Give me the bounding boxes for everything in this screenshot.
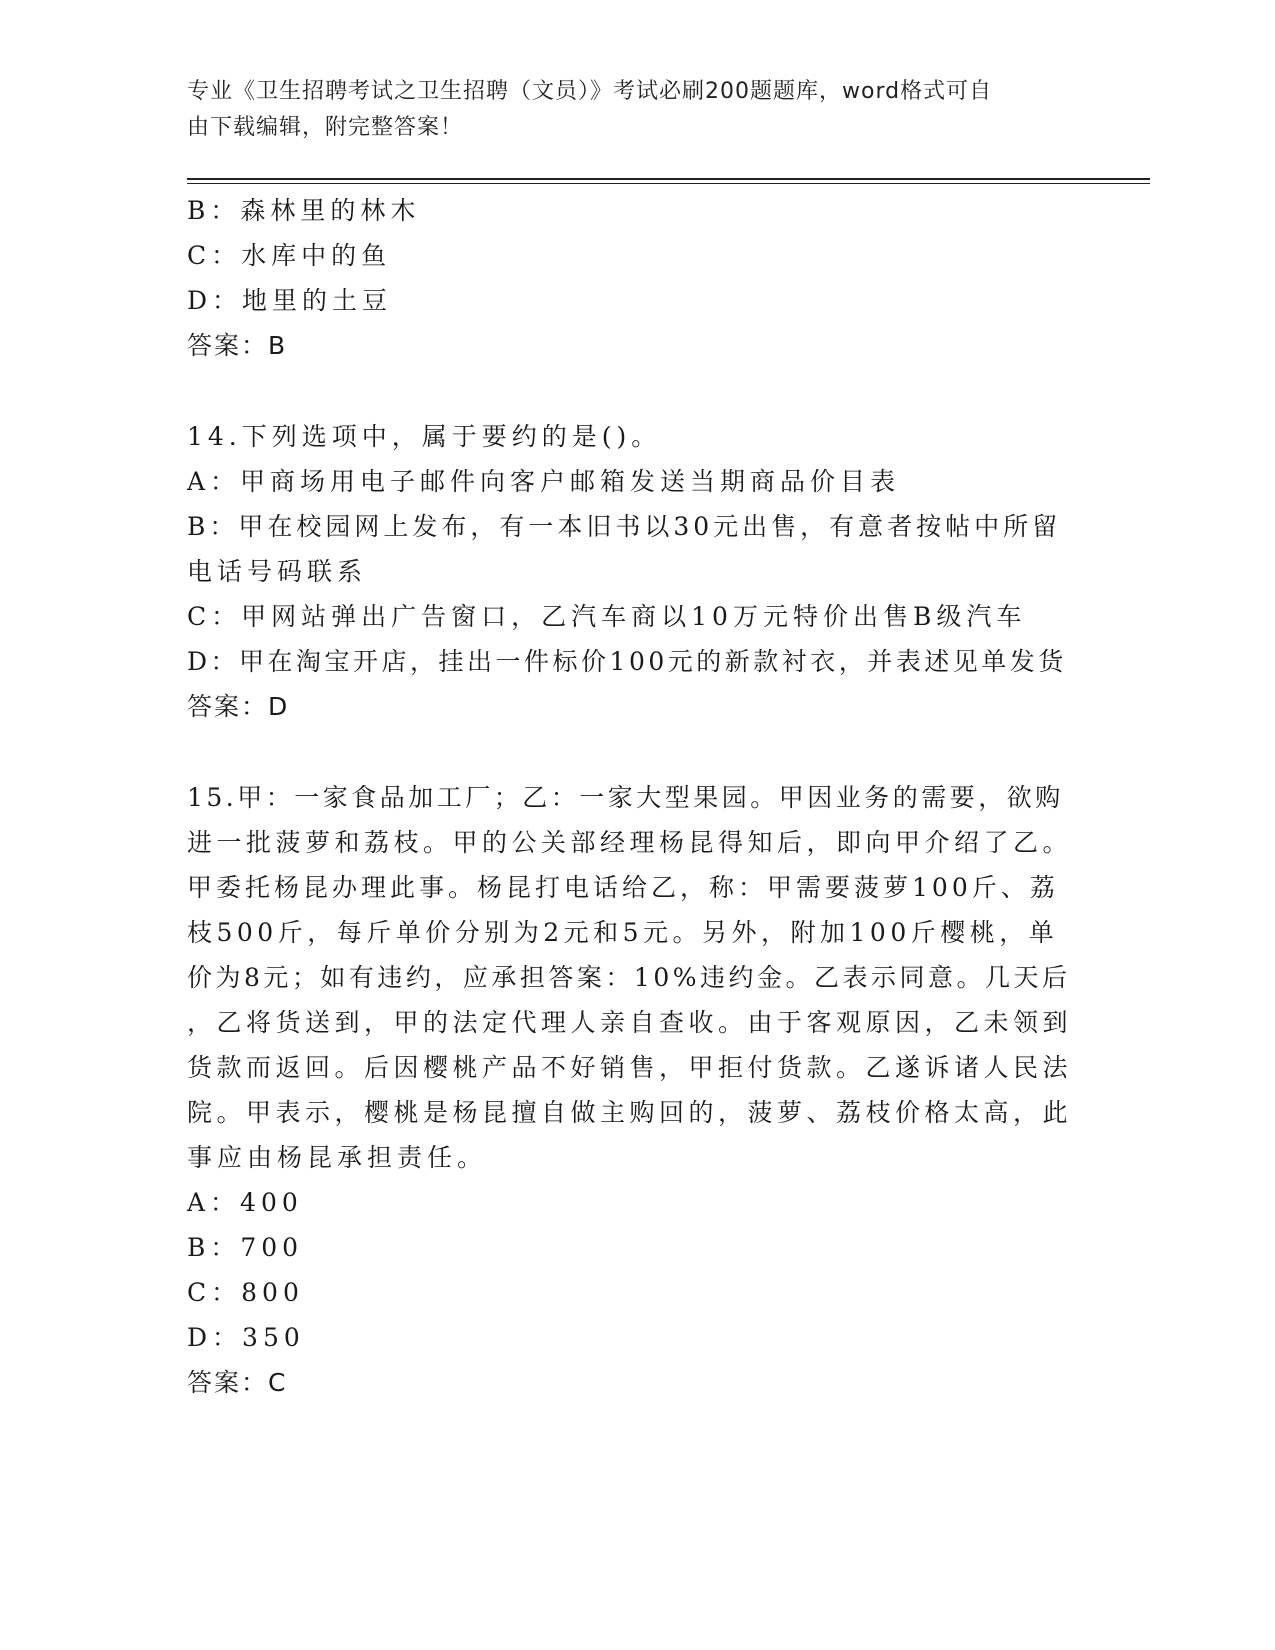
option-c: C：甲网站弹出广告窗口，乙汽车商以10万元特价出售B级汽车 bbox=[187, 602, 1027, 631]
question-text-line: 院。甲表示，樱桃是杨昆擅自做主购回的，菠萝、荔枝价格太高，此 bbox=[187, 1098, 1073, 1127]
document-header bbox=[187, 74, 1067, 146]
spacer bbox=[187, 729, 1072, 775]
option-d: D：350 bbox=[187, 1323, 305, 1352]
answer-line: 答案：D bbox=[187, 692, 290, 721]
question-14 bbox=[187, 414, 1072, 729]
header-divider-thick bbox=[187, 178, 1150, 180]
header-line-2: 由下载编辑，附完整答案！ bbox=[187, 115, 464, 140]
question-13 bbox=[187, 188, 1072, 368]
header-line-1: 专业《卫生招聘考试之卫生招聘（文员）》考试必刷200题题库，word格式可自 bbox=[187, 79, 993, 104]
option-c: C：水库中的鱼 bbox=[187, 241, 392, 270]
question-text-line: 货款而返回。后因樱桃产品不好销售，甲拒付货款。乙遂诉诸人民法 bbox=[187, 1053, 1073, 1082]
question-text-line: ，乙将货送到，甲的法定代理人亲自查收。由于客观原因，乙未领到 bbox=[187, 1008, 1073, 1037]
question-text-line: 进一批菠萝和荔枝。甲的公关部经理杨昆得知后，即向甲介绍了乙。 bbox=[187, 828, 1073, 857]
option-a: A：400 bbox=[187, 1188, 303, 1217]
question-15 bbox=[187, 775, 1072, 1405]
question-text: 14.下列选项中，属于要约的是()。 bbox=[187, 422, 662, 451]
option-b-continued: 电话号码联系 bbox=[187, 557, 368, 586]
question-text-line: 枝500斤，每斤单价分别为2元和5元。另外，附加100斤樱桃，单 bbox=[187, 918, 1059, 947]
option-c: C：800 bbox=[187, 1278, 304, 1307]
question-text-line: 价为8元；如有违约，应承担答案：10%违约金。乙表示同意。几天后 bbox=[187, 963, 1071, 992]
option-d: D：甲在淘宝开店，挂出一件标价100元的新款衬衣，并表述见单发货 bbox=[187, 647, 1067, 676]
question-text-line: 15.甲：一家食品加工厂；乙：一家大型果园。甲因业务的需要，欲购 bbox=[187, 783, 1064, 812]
question-text-line: 甲委托杨昆办理此事。杨昆打电话给乙，称：甲需要菠萝100斤、荔 bbox=[187, 873, 1059, 902]
answer-line: 答案：C bbox=[187, 1368, 288, 1397]
option-a: A：甲商场用电子邮件向客户邮箱发送当期商品价目表 bbox=[187, 467, 901, 496]
option-b: B：甲在校园网上发布，有一本旧书以30元出售，有意者按帖中所留 bbox=[187, 512, 1062, 541]
option-d: D：地里的土豆 bbox=[187, 286, 393, 315]
question-content bbox=[187, 188, 1072, 1405]
spacer bbox=[187, 368, 1072, 414]
question-text-line: 事应由杨昆承担责任。 bbox=[187, 1143, 488, 1172]
header-divider-thin bbox=[187, 183, 1150, 184]
option-b: B：700 bbox=[187, 1233, 304, 1262]
answer-line: 答案：B bbox=[187, 331, 288, 360]
option-b: B：森林里的林木 bbox=[187, 196, 421, 225]
